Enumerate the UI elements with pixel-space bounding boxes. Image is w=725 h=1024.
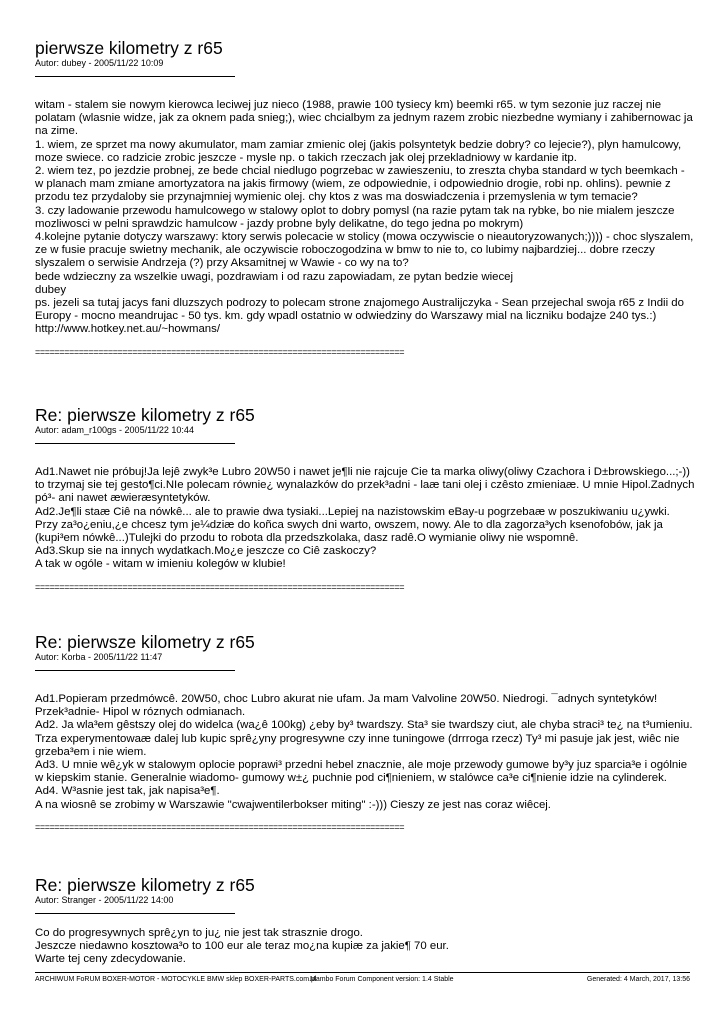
post-body: [35, 99, 695, 337]
post-paragraph: Jeszcze niedawno kosztowa³o to 100 eur ale teraz mo¿na kupiæ za jakie¶ 70 eur.: [35, 940, 449, 953]
post-paragraph: Ad2. Ja wla³em gêstszy olej do widelca (wa¿ê 100kg) ¿eby by³ twardszy. Sta³ sie twardszy ciut, ale chyba straci³ te¿ na t³umieniu. Trza experymentowaæ dalej lub kupic sprê¿yny progresywne czy inne tuningowe (drrroga rzecz) Ty³ mi pasuje jak jest, wiêc nie grzeba³em i nie wiem.: [35, 719, 693, 758]
post-paragraph: A tak w ogóle - witam w imieniu kolegów w klubie!: [35, 558, 286, 571]
footer-archive-label: ARCHIWUM FoRUM BOXER-MOTOR - MOTOCYKLE BMW sklep BOXER-PARTS.com.pl: [35, 976, 317, 983]
post-4: [35, 875, 695, 967]
post-paragraph: Ad2.Je¶li staæ Ciê na nówkê... ale to prawie dwa tysiaki...Lepiej na nazistowskim eBay-u pogrzebaæ w poszukiwaniu u¿ywki. Przy za³o¿eniu,¿e chcesz tym je¼dziæ do koñca swych dni warto, owszem, nowy. Ale to dla zagorza³ych ksenofobów, jak ja (kupi³em nówkê...)Tulejki do przodu to robota dla przedszkolaka, dasz radê.O wymianie oliwy nie wspomnê.: [35, 505, 670, 545]
post-paragraph: 3. czy ladowanie przewodu hamulcowego w stalowy oplot to dobry pomysl (na razie pytam tak na rybke, bo nie mialem jeszcze mozliwosci w pelni sprawdzic hamulcow - jazdy probne byly delikatne, do tego jedna po mokrym): [35, 204, 675, 230]
post-paragraph: ps. jezeli sa tutaj jacys fani dluzszych podrozy to polecam strone znajomego Australijczyka - Sean przejechal swoja r65 z Indii do Europy - mocno meandrujac - 50 tys. km. gdy wpadl ostatnio w odwiedziny do Warszawy mial na liczniku bodajze 240 tys.:) http://www.hotkey.net.au/~howmans/: [35, 297, 684, 336]
post-author-date: Autor: Korba - 2005/11/22 11:47: [35, 652, 163, 662]
post-paragraph: 2. wiem tez, po jezdzie probnej, ze bede chcial niedlugo pogrzebac w zawieszeniu, to zreszta chyba standard w tych beemkach - w planach mam zmiane amortyzatora na jakis firmowy (wiem, ze odpowiednie, i odpowiednio drogie, robi np. ohlins). pewnie z przodu tez przydaloby sie przynajmniej wymienic olej. chy ktos z was ma doswiadczenia i przemyslenia w tym temacie?: [35, 165, 685, 204]
post-separator: ============================================================================: [35, 581, 405, 592]
post-paragraph: A na wiosnê se zrobimy w Warszawie "cwajwentilerbokser miting" :-))) Cieszy ze jest nas coraz wiêcej.: [35, 798, 551, 811]
title-rule: [35, 76, 235, 77]
post-paragraph: Ad4. W³asnie jest tak, jak napisa³e¶.: [35, 785, 220, 798]
post-paragraph: Ad1.Popieram przedmówcê. 20W50, choc Lubro akurat nie ufam. Ja mam Valvoline 20W50. Niedrogi. ¯adnych syntetyków! Przek³adnie- Hipol w róznych odmianach.: [35, 693, 658, 719]
post-title: pierwsze kilometry z r65: [35, 38, 223, 58]
post-paragraph: Ad3.Skup sie na innych wydatkach.Mo¿e jeszcze co Ciê zaskoczy?: [35, 545, 377, 558]
post-author-date: Autor: adam_r100gs - 2005/11/22 10:44: [35, 425, 194, 435]
post-3: [35, 632, 695, 832]
post-body: [35, 693, 695, 812]
post-title: Re: pierwsze kilometry z r65: [35, 875, 255, 895]
post-paragraph: Co do progresywnych sprê¿yn to ju¿ nie jest tak strasznie drogo.: [35, 927, 363, 939]
post-title: Re: pierwsze kilometry z r65: [35, 405, 255, 425]
post-paragraph: Warte tej ceny zdecydowanie.: [35, 953, 186, 966]
post-paragraph: Ad3. U mnie wê¿yk w stalowym oplocie poprawi³ przedni hebel znacznie, ale moje przewody gumowe by³y juz sparcia³e i ogólnie w kiepskim stanie. Generalnie wiadomo- gumowy w±¿ puchnie pod ci¶nieniem, w stalówce ca³e ci¶nienie idzie na cylinderek.: [35, 759, 688, 785]
post-title: Re: pierwsze kilometry z r65: [35, 632, 255, 652]
footer-rule: [35, 972, 690, 973]
title-rule: [35, 443, 235, 444]
post-2: [35, 405, 695, 592]
post-separator: ============================================================================: [35, 821, 405, 832]
post-paragraph: 4.kolejne pytanie dotyczy warszawy: ktory serwis polecacie w stolicy (mowa oczywiscie o nieautoryzowanych;)))) - choc slyszalem, ze w fusie pracuje swietny mechanik, ale oczywiscie roboczogodzina w bmw to nie to, co lubimy najbardziej... dobre rzeczy slyszalem o serwisie Andrzeja (?) przy Aksamitnej w Wawie - co wy na to?: [35, 231, 694, 270]
post-paragraph: Ad1.Nawet nie próbuj!Ja lejê zwyk³e Lubro 20W50 i nawet je¶li nie rajcuje Cie ta marka oliwy(oliwy Czachora i D±browskiego...;-)) to trzymaj sie tej gesto¶ci.NIe polecam równie¿ wynalazków do przek³adni - laæ tani olej i czêsto zmieniaæ. U mnie Hipol.Zadnych pó³- ani nawet æwieræsyntetyków.: [35, 466, 695, 505]
title-rule: [35, 913, 235, 914]
post-paragraph: bede wdzieczny za wszelkie uwagi, pozdrawiam i od razu zapowiadam, ze pytan bedzie wiecej: [35, 270, 514, 283]
post-separator: ============================================================================: [35, 346, 405, 357]
title-rule: [35, 670, 235, 671]
post-author-date: Autor: Stranger - 2005/11/22 14:00: [35, 895, 174, 905]
post-paragraph: dubey: [35, 283, 67, 296]
post-paragraph: witam - stalem sie nowym kierowca leciwej juz nieco (1988, prawie 100 tysiecy km) beemki r65. w tym sezonie juz raczej nie polatam (wlasnie widze, jak za oknem pada snieg;), wiec chcialbym za jednym razem zrobic niezbedne wymiany i zahibernowac ja na zime.: [35, 99, 693, 138]
post-paragraph: 1. wiem, ze sprzet ma nowy akumulator, mam zamiar zmienic olej (jakis polsyntetyk bedzie dobry? co lejecie?), plyn hamulcowy, moze swiece. co radzicie zrobic jeszcze - mysle np. o takich rzeczach jak olej przekladniowy w kardanie itp.: [35, 138, 682, 164]
post-author-date: Autor: dubey - 2005/11/22 10:09: [35, 58, 164, 68]
post-body: [35, 466, 695, 572]
post-body: [35, 927, 695, 967]
post-1: [35, 38, 695, 357]
footer-component-version: Mambo Forum Component version: 1.4 Stable: [310, 976, 454, 983]
footer-generated-date: Generated: 4 March, 2017, 13:56: [586, 976, 690, 983]
